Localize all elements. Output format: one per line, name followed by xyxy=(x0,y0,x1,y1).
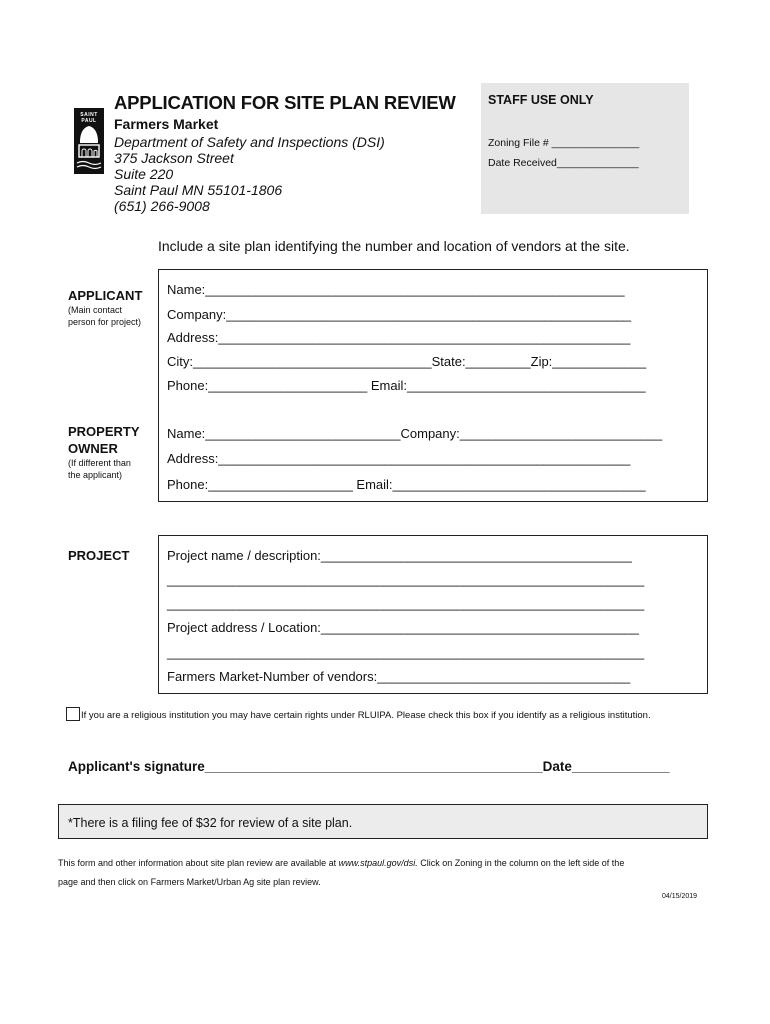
footer-line-1 xyxy=(58,858,624,868)
project-desc-line-1[interactable]: __________________________________________________________________ xyxy=(167,572,645,587)
city-zip: Saint Paul MN 55101-1806 xyxy=(114,182,283,198)
vendors-count-field[interactable]: Farmers Market-Number of vendors:___________________________________ xyxy=(167,669,631,684)
project-address-line-2[interactable]: __________________________________________________________________ xyxy=(167,645,645,660)
applicant-address-field[interactable]: Address:_________________________________________________________ xyxy=(167,330,631,345)
staff-use-title: STAFF USE ONLY xyxy=(488,93,594,107)
suite: Suite 220 xyxy=(114,166,174,182)
owner-heading-1: PROPERTY xyxy=(68,424,140,439)
street-address: 375 Jackson Street xyxy=(114,150,234,166)
footer-text-post: Click on Zoning in the column on the left side of the xyxy=(417,858,625,868)
phone-number: (651) 266-9008 xyxy=(114,198,210,214)
dept-name: Department of Safety and Inspections (DSI) xyxy=(114,134,385,150)
applicant-phone-email-field[interactable]: Phone:______________________ Email:_________________________________ xyxy=(167,378,646,393)
dsi-link[interactable]: www.stpaul.gov/dsi. xyxy=(338,858,418,868)
owner-note-2: the applicant) xyxy=(68,470,123,480)
applicant-note-2: person for project) xyxy=(68,317,142,327)
saint-paul-logo xyxy=(74,108,104,174)
applicant-note-1: (Main contact xyxy=(68,305,123,315)
project-heading: PROJECT xyxy=(68,548,130,563)
owner-name-company-field[interactable]: Name:___________________________Company:____________________________ xyxy=(167,426,663,441)
owner-note-1: (If different than xyxy=(68,458,131,468)
project-name-field[interactable]: Project name / description:___________________________________________ xyxy=(167,548,632,563)
page-title: APPLICATION FOR SITE PLAN REVIEW xyxy=(114,92,456,113)
zoning-file-field: Zoning File # _______________ xyxy=(488,137,640,149)
page-subtitle: Farmers Market xyxy=(114,116,219,132)
religious-institution-label: If you are a religious institution you may have certain rights under RLUIPA. Please check this box if you identify as a religious institution. xyxy=(81,710,651,721)
footer-line-2: page and then click on Farmers Market/Urban Ag site plan review. xyxy=(58,877,321,887)
form-revision-date: 04/15/2019 xyxy=(662,893,698,900)
logo-text-paul: PAUL xyxy=(81,118,97,124)
project-address-field[interactable]: Project address / Location:____________________________________________ xyxy=(167,620,640,635)
project-desc-line-2[interactable]: __________________________________________________________________ xyxy=(167,596,645,611)
site-plan-instruction: Include a site plan identifying the number and location of vendors at the site. xyxy=(158,238,630,254)
cathedral-icon xyxy=(74,108,104,174)
applicant-heading: APPLICANT xyxy=(68,288,143,303)
applicant-city-state-zip-field[interactable]: City:_________________________________State:_________Zip:_____________ xyxy=(167,354,647,369)
owner-address-field[interactable]: Address:_________________________________________________________ xyxy=(167,451,631,466)
owner-phone-email-field[interactable]: Phone:____________________ Email:___________________________________ xyxy=(167,477,646,492)
applicant-company-field[interactable]: Company:________________________________________________________ xyxy=(167,307,632,322)
logo-text-saint: SAINT xyxy=(80,112,98,118)
religious-institution-checkbox[interactable] xyxy=(66,707,80,721)
owner-heading-2: OWNER xyxy=(68,441,118,456)
fee-notice-text: *There is a filing fee of $32 for review of a site plan. xyxy=(68,816,353,830)
applicant-name-field[interactable]: Name:__________________________________________________________ xyxy=(167,282,625,297)
date-received-field: Date Received______________ xyxy=(488,157,639,169)
applicant-signature-field[interactable]: Applicant's signature_____________________________________________Date_____________ xyxy=(68,759,670,774)
footer-text-pre: This form and other information about site plan review are available at xyxy=(58,858,339,868)
